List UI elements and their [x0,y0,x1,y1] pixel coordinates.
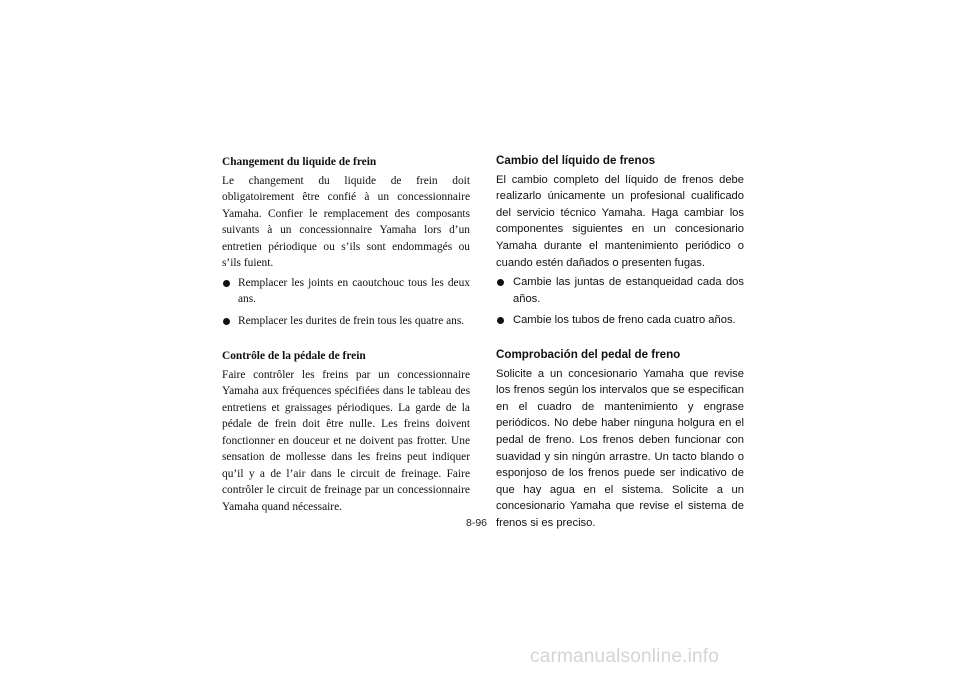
es-brake-fluid-section [496,153,744,334]
bullet-icon [497,317,504,324]
watermark: carmanualsonline.info [530,646,720,667]
es-brake-pedal-heading: Comprobación del pedal de freno [496,348,681,361]
bullet-icon [223,318,230,325]
list-item [496,312,744,329]
list-item-text: Cambie los tubos de freno cada cuatro años. [513,314,736,327]
fr-brake-fluid-heading: Changement du liquide de frein [222,156,377,168]
list-item-text: Remplacer les durites de frein tous les quatre ans. [238,314,465,327]
fr-brake-fluid-list [222,275,470,330]
bullet-icon [223,280,230,287]
fr-brake-fluid-section [222,154,470,334]
list-item-text: Remplacer les joints en caoutchouc tous les deux ans. [238,276,470,305]
es-brake-fluid-paragraph: El cambio completo del líquido de frenos debe realizarlo únicamente un profesional cualificado del servicio técnico Yamaha. Haga cambiar los componentes siguientes en un concesionario Yamaha durante el mantenimiento periódico o cuando estén dañados o presenten fugas. [496,173,744,269]
es-brake-pedal-paragraph: Solicite a un concesionario Yamaha que revise los frenos según los intervalos que se especifican en el cuadro de mantenimiento y engrase periódicos. No debe haber ninguna holgura en el pedal de freno. Los frenos deben funcionar con suavidad y sin ningún arrastre. Un tacto blando o esponjoso de los frenos puede ser indicativo de que hay agua en el sistema. Solicite a un concesionario Yamaha que revise el sistema de frenos si es preciso. [496,367,744,529]
es-brake-pedal-section [496,347,744,532]
es-brake-fluid-list [496,274,744,329]
list-item [222,275,470,308]
page-number: 8-96 [466,517,488,529]
fr-brake-fluid-paragraph: Le changement du liquide de frein doit obligatoirement être confié à un concessionnaire Yamaha. Confier le remplacement des composants suivants à un concessionnaire Yamaha lors d’un entretien périodique ou s’ils sont endommagés ou s’ils fuient. [222,174,470,269]
fr-brake-pedal-heading: Contrôle de la pédale de frein [222,350,366,362]
list-item [222,313,470,330]
bullet-icon [497,279,504,286]
fr-brake-pedal-section [222,348,470,515]
es-brake-fluid-heading: Cambio del líquido de frenos [496,154,656,167]
fr-brake-pedal-paragraph: Faire contrôler les freins par un concessionnaire Yamaha aux fréquences spécifiées dans le tableau des entretiens et graissages périodiques. La garde de la pédale de frein doit être nulle. Les freins doivent fonctionner en douceur et ne doivent pas frotter. Une sensation de mollesse dans les freins peut indiquer qu’il y a de l’air dans le circuit de freinage. Faire contrôler le circuit de freinage par un concessionnaire Yamaha quand nécessaire. [222,368,470,513]
list-item [496,274,744,307]
list-item-text: Cambie las juntas de estanqueidad cada dos años. [513,276,744,305]
